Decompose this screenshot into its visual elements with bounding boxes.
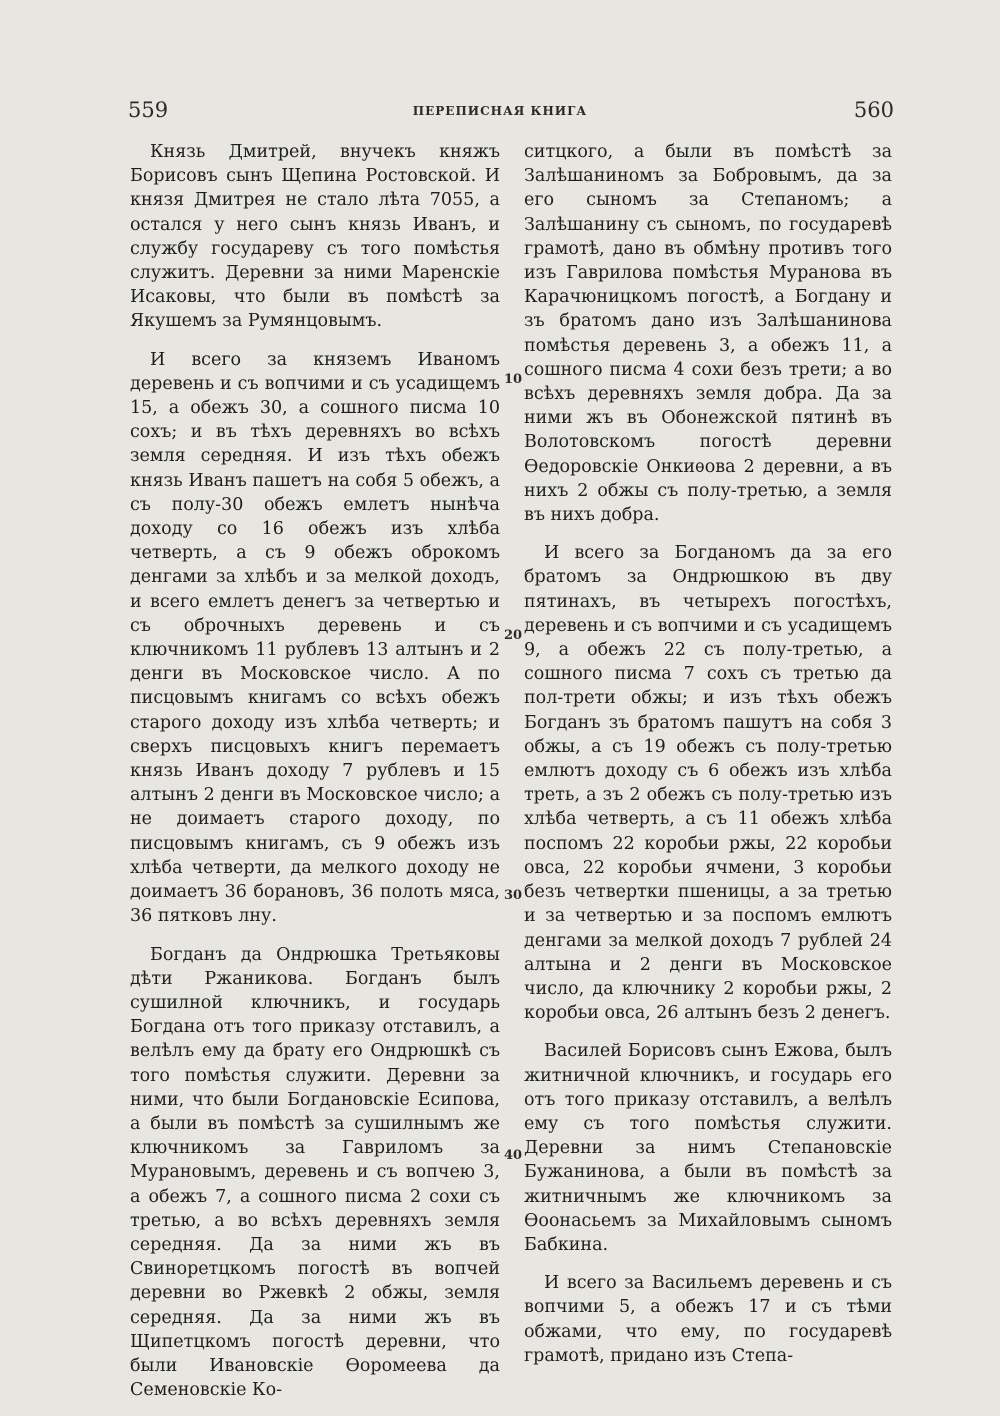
right-page-number: 560 <box>853 98 894 122</box>
right-column <box>524 140 892 1382</box>
paragraph: Василей Борисовъ сынъ Ежова, былъ житничной ключникъ, и государь его отъ того приказу отставилъ, а велѣлъ ему съ того помѣстья служити. Деревни за нимъ Степановскіе Бужанинова, а были въ помѣстѣ за житничнымъ же ключникомъ за Ѳоонасьемъ за Михайловымъ сыномъ Бабкина. <box>524 1041 892 1255</box>
paragraph: ситцкого, а были въ помѣстѣ за Залѣшаниномъ за Бобровымъ, да за его сыномъ за Степаномъ; а Залѣшанину съ сыномъ, по государевѣ грамотѣ, дано въ обмѣну противъ того изъ Гаврилова помѣстья Муранова въ Карачюницкомъ погостѣ, а Богдану и зъ братомъ дано изъ Залѣшанинова помѣстья деревень 3, а обежъ 11, а сошного писма 4 сохи безъ трети; а во всѣхъ деревняхъ земля добра. Да за ними жъ въ Обонежской пятинѣ въ Волотовскомъ погостѣ деревни Ѳедоровскіе Онкиѳова 2 деревни, а въ нихъ 2 обжы съ полу-третью, а земля въ нихъ добра. <box>524 142 892 526</box>
line-number: 20 <box>504 628 523 643</box>
line-number: 30 <box>504 888 523 903</box>
running-title: ПЕРЕПИСНАЯ КНИГА <box>412 104 588 118</box>
page-header <box>0 98 1000 128</box>
paragraph: И всего за княземъ Иваномъ деревень и съ вопчими и съ усадищемъ 15, а обежъ 30, а сошного писма 10 сохъ; и въ тѣхъ деревняхъ во всѣхъ земля середняя. И изъ тѣхъ обежъ князь Иванъ пашетъ на собя 5 обежъ, а съ полу-30 обежъ емлетъ нынѣча доходу со 16 обежъ изъ хлѣба четверть, а съ 9 обежъ оброкомъ денгами за хлѣбъ и за мелкой доходъ, и всего емлетъ денегъ за четвертью и съ оброчныхъ деревень и съ ключникомъ 11 рублевъ 13 алтынъ и 2 денги въ Московское число. А по писцовымъ книгамъ со всѣхъ обежъ старого доходу изъ хлѣба четверть; и сверхъ писцовыхъ книгъ перемаетъ князь Иванъ доходу 7 рублевъ и 15 алтынъ 2 денги въ Московское число; а не доимаетъ старого доходу, по писцовымъ книгамъ, съ 9 обежъ изъ хлѣба четверти, да мелкого доходу не доимаетъ 36 борановъ, 36 полоть мяса, 36 пятковъ лну. <box>130 349 500 927</box>
left-page-number: 559 <box>128 98 169 122</box>
left-column <box>130 140 500 1416</box>
paragraph: И всего за Васильемъ деревень и съ вопчими 5, а обежъ 17 и съ тѣми обжами, что ему, по государевѣ грамотѣ, придано изъ Степа- <box>524 1273 892 1366</box>
paragraph: Князь Дмитрей, внучекъ княжъ Борисовъ сынъ Щепина Ростовской. И князя Дмитрея не стало лѣта 7055, а остался у него сынъ князь Иванъ, и службу государеву съ того помѣстья служитъ. Деревни за ними Маренскіе Исаковы, что были въ помѣстѣ за Якушемъ за Румянцовымъ. <box>130 142 500 332</box>
paragraph: Богданъ да Ондрюшка Третьяковы дѣти Ржаникова. Богданъ былъ сушилной ключникъ, и государь Богдана отъ того приказу отставилъ, а велѣлъ ему да брату его Ондрюшкѣ съ того помѣстья служити. Деревни за ними, что были Богдановскіе Есипова, а были въ помѣстѣ за сушилнымъ же ключникомъ за Гавриломъ за Мурановымъ, деревень и съ вопчею 3, а обежъ 7, а сошного писма 2 сохи съ третью, а во всѣхъ деревняхъ земля середняя. Да за ними жъ въ Свиноретцкомъ погостѣ въ вопчей деревни во Ржевкѣ 2 обжы, земля середняя. Да за ними жъ въ Щипетцкомъ погостѣ деревни, что были Ивановскіе Ѳоромеева да Семеновскіе Ко- <box>130 944 500 1401</box>
line-number: 40 <box>504 1148 523 1163</box>
line-number: 10 <box>504 372 523 387</box>
paragraph: И всего за Богданомъ да за его братомъ за Ондрюшкою въ дву пятинахъ, въ четырехъ погостѣхъ, деревень и съ вопчими и съ усадищемъ 9, а обежъ 22 съ полу-третью, а сошного писма 7 сохъ съ третью да пол-трети обжы; и изъ тѣхъ обежъ Богданъ зъ братомъ пашутъ на собя 3 обжы, а съ 19 обежъ съ полу-третью емлютъ доходу съ 6 обежъ изъ хлѣба треть, а зъ 2 обежъ съ полу-третью изъ хлѣба четверть, а съ 11 обежъ хлѣба поспомъ 22 коробьи ржы, 22 коробьи овса, 22 коробьи ячмени, 3 коробьи безъ четвертки пшеницы, а за третью и за четвертью и за поспомъ емлютъ денгами за мелкой доходъ 7 рублей 24 алтына и 2 денги въ Московское число, да ключнику 2 коробьи ржы, 2 коробьи овса, 26 алтынъ безъ 2 денегъ. <box>524 543 892 1024</box>
